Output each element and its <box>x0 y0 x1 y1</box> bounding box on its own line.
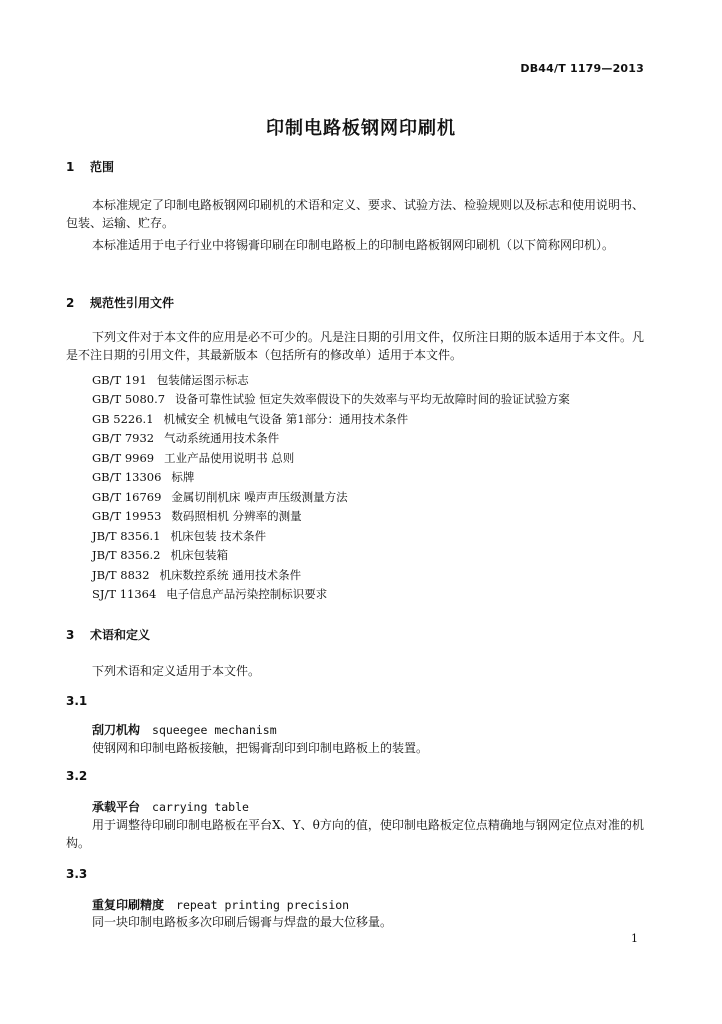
term-definition: 使钢网和印制电路板接触，把锡膏刮印到印制电路板上的装置。 <box>92 741 429 755</box>
reference-name: 设备可靠性试验 恒定失效率假设下的失效率与平均无故障时间的验证试验方案 <box>175 392 570 406</box>
section-title: 范围 <box>90 160 115 174</box>
term-definition: 用于调整待印刷印制电路板在平台X、Y、θ方向的值，使印制电路板定位点精确地与钢网定位点对准的机构。 <box>66 818 644 850</box>
term-definition: 同一块印制电路板多次印刷后锡膏与焊盘的最大位移量。 <box>92 915 393 929</box>
section-number: 2 <box>66 296 75 310</box>
section-number: 3 <box>66 628 75 642</box>
reference-code: GB/T 16769 <box>92 490 162 504</box>
reference-name: 机械安全 机械电气设备 第1部分：通用技术条件 <box>163 412 409 426</box>
section-1-heading <box>66 158 114 175</box>
reference-item <box>92 411 408 427</box>
term-number: 3.3 <box>66 867 88 881</box>
term-english: squeegee mechanism <box>152 723 277 737</box>
terms-intro: 下列术语和定义适用于本文件。 <box>92 664 261 678</box>
reference-code: GB/T 13306 <box>92 470 162 484</box>
reference-name: 金属切削机床 噪声声压级测量方法 <box>171 490 348 504</box>
reference-name: 包装储运图示标志 <box>156 373 249 387</box>
reference-code: GB/T 7932 <box>92 431 155 445</box>
scope-paragraph-1: 本标准规定了印制电路板钢网印刷机的术语和定义、要求、试验方法、检验规则以及标志和使用说明书、包装、运输、贮存。 <box>66 198 645 230</box>
reference-code: JB/T 8356.1 <box>92 529 161 543</box>
reference-item <box>92 489 348 505</box>
reference-item <box>92 469 194 485</box>
term-english: repeat printing precision <box>176 898 350 912</box>
section-number: 1 <box>66 160 75 174</box>
reference-name: 工业产品使用说明书 总则 <box>164 451 295 465</box>
reference-code: JB/T 8356.2 <box>92 548 161 562</box>
term-chinese: 重复印刷精度 <box>92 898 165 912</box>
reference-code: GB/T 191 <box>92 373 147 387</box>
reference-name: 数码照相机 分辨率的测量 <box>171 509 302 523</box>
document-title: 印制电路板钢网印刷机 <box>266 118 456 139</box>
reference-code: JB/T 8832 <box>92 568 150 582</box>
reference-item <box>92 586 327 602</box>
term-number: 3.2 <box>66 769 88 783</box>
reference-item <box>92 528 266 544</box>
reference-item <box>92 508 302 524</box>
term-chinese: 刮刀机构 <box>92 723 141 737</box>
term-chinese: 承载平台 <box>92 800 141 814</box>
reference-item <box>92 372 249 388</box>
reference-code: GB 5226.1 <box>92 412 154 426</box>
term-number: 3.1 <box>66 694 88 708</box>
reference-item <box>92 567 301 583</box>
reference-name: 标牌 <box>171 470 195 484</box>
reference-code: GB/T 19953 <box>92 509 162 523</box>
section-title: 规范性引用文件 <box>90 296 175 310</box>
term-heading <box>92 721 277 738</box>
scope-paragraph-2: 本标准适用于电子行业中将锡膏印刷在印制电路板上的印制电路板钢网印刷机（以下简称网印机）。 <box>92 238 615 252</box>
reference-item <box>92 450 294 466</box>
reference-name: 机床包装箱 <box>170 548 229 562</box>
page-number: 1 <box>631 932 638 945</box>
reference-code: SJ/T 11364 <box>92 587 157 601</box>
term-heading <box>92 896 349 913</box>
section-title: 术语和定义 <box>90 628 151 642</box>
reference-item <box>92 430 279 446</box>
reference-name: 气动系统通用技术条件 <box>164 431 280 445</box>
standard-code: DB44/T 1179—2013 <box>520 62 644 75</box>
reference-code: GB/T 9969 <box>92 451 155 465</box>
term-english: carrying table <box>152 800 249 814</box>
reference-item <box>92 391 570 407</box>
term-heading <box>92 798 249 815</box>
reference-item <box>92 547 228 563</box>
reference-name: 机床数控系统 通用技术条件 <box>159 568 302 582</box>
section-3-heading <box>66 626 150 643</box>
reference-code: GB/T 5080.7 <box>92 392 166 406</box>
section-2-heading <box>66 294 174 311</box>
reference-name: 电子信息产品污染控制标识要求 <box>166 587 328 601</box>
reference-name: 机床包装 技术条件 <box>170 529 267 543</box>
references-intro: 下列文件对于本文件的应用是必不可少的。凡是注日期的引用文件，仅所注日期的版本适用于本文件。凡是不注日期的引用文件，其最新版本（包括所有的修改单）适用于本文件。 <box>66 330 645 362</box>
